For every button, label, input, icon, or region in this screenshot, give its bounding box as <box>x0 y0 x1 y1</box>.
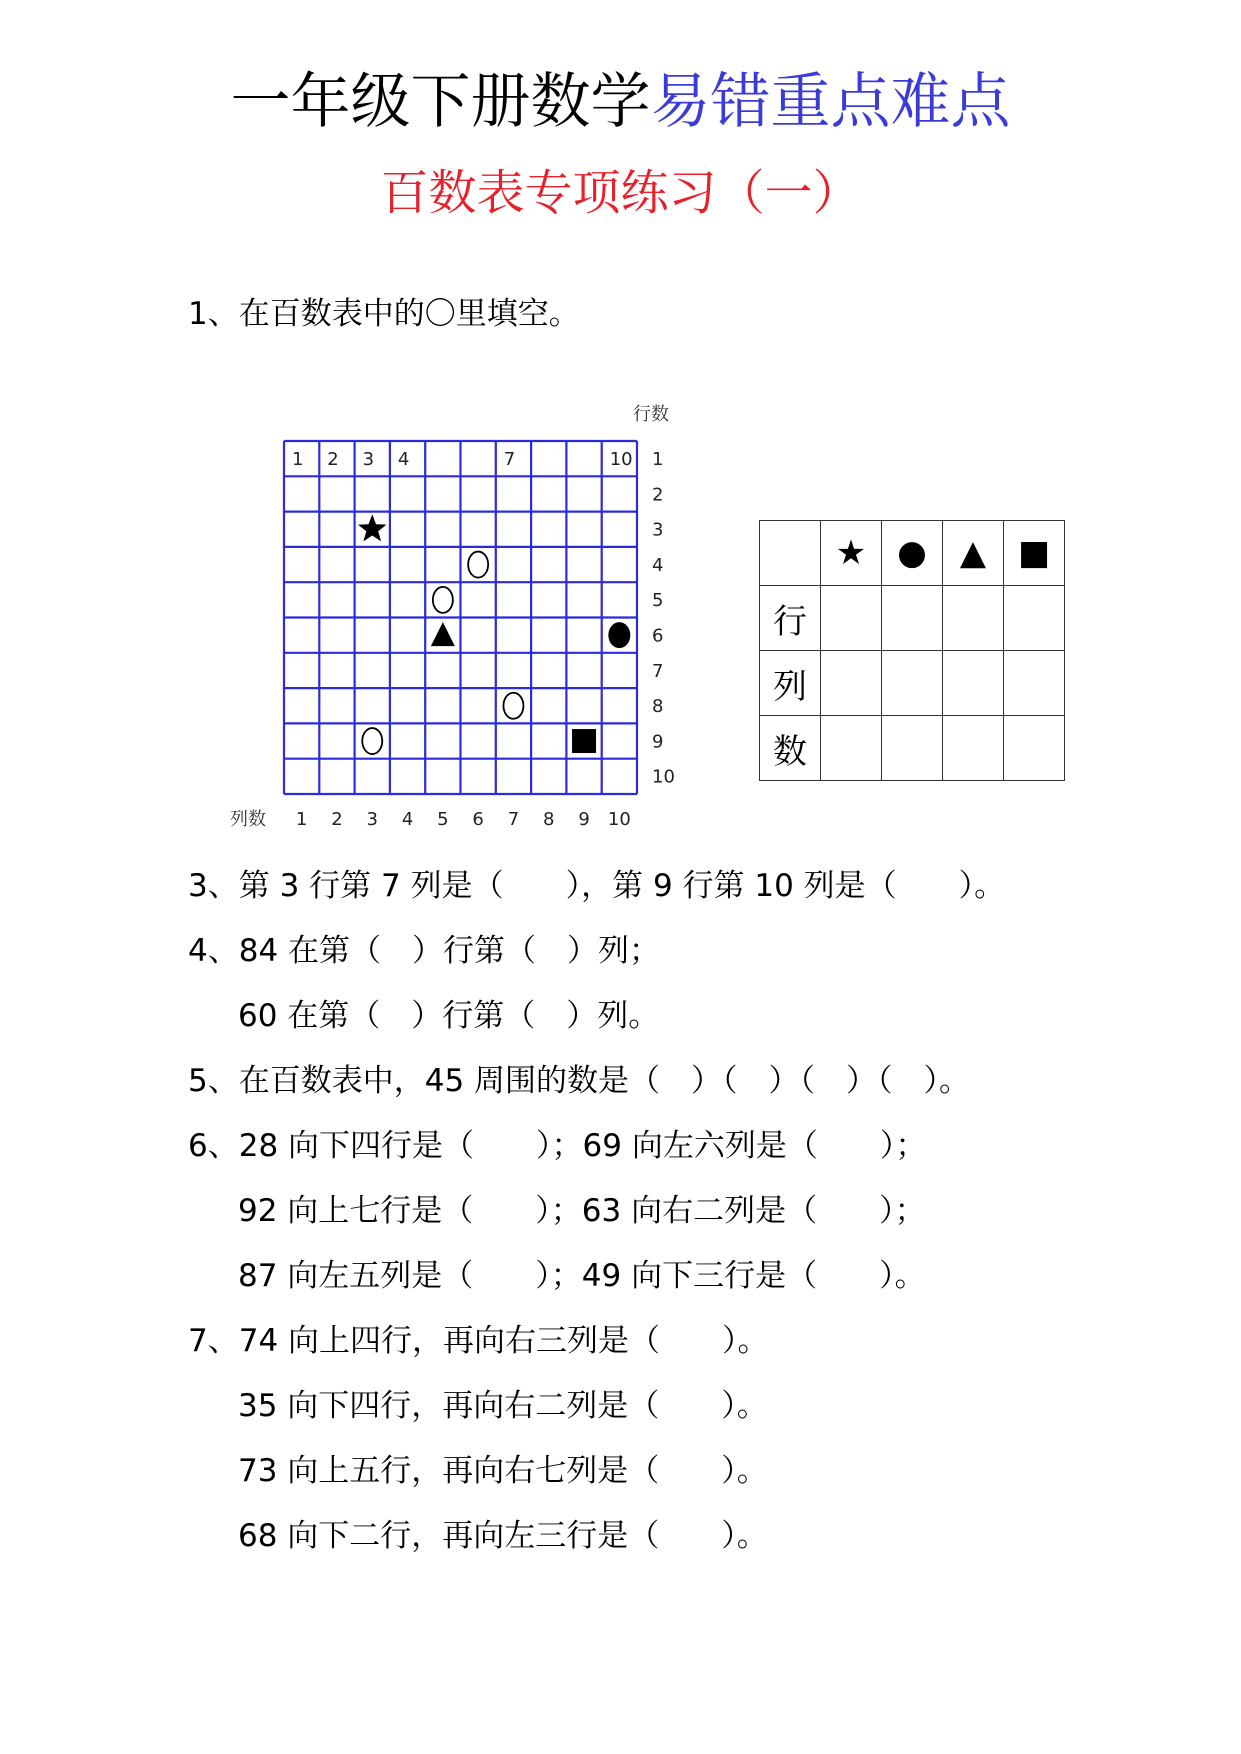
triangle-icon: ▲ <box>943 521 1004 586</box>
row-number-label: 6 <box>652 625 664 647</box>
column-number-label: 4 <box>401 809 414 830</box>
answer-cell[interactable] <box>821 586 882 651</box>
grid-top-label: 2 <box>327 449 339 470</box>
column-number-label: 1 <box>295 809 308 830</box>
star-icon <box>358 514 387 541</box>
oval-icon <box>433 587 453 613</box>
rows-axis-label: 行数 <box>633 404 669 425</box>
column-number-label: 3 <box>366 809 378 830</box>
filled-circle-icon: ● <box>882 521 943 586</box>
question-5: 5、在百数表中，45 周围的数是（ ）（ ）（ ）（ ）。 <box>188 1063 971 1099</box>
answer-table-header-row <box>760 521 1065 586</box>
grid-top-label: 1 <box>292 449 304 470</box>
title-highlight: 易错重点难点 <box>650 67 1011 137</box>
column-number-label: 6 <box>472 809 484 830</box>
row-number-label: 1 <box>652 449 664 470</box>
row-number-label: 3 <box>652 519 664 541</box>
row-number-label: 7 <box>652 660 664 682</box>
answer-cell[interactable] <box>1004 651 1065 716</box>
column-number-label: 10 <box>607 809 631 830</box>
row-number-label: 9 <box>652 731 664 753</box>
row-label-hang: 行 <box>760 586 821 651</box>
filled-square-icon <box>572 729 596 753</box>
answer-table-corner-cell <box>760 521 821 586</box>
oval-icon <box>468 552 488 578</box>
row-number-label: 4 <box>652 554 664 576</box>
row-number-label: 2 <box>652 484 664 506</box>
answer-cell[interactable] <box>821 716 882 781</box>
answer-cell[interactable] <box>943 586 1004 651</box>
question-4a: 4、84 在第（ ）行第（ ）列； <box>188 933 661 969</box>
answer-table-row <box>760 651 1065 716</box>
question-6a: 6、28 向下四行是（ ）；69 向左六列是（ ）； <box>188 1128 927 1164</box>
grid-top-label: 10 <box>609 449 633 470</box>
grid-top-label: 3 <box>362 449 375 470</box>
triangle-icon <box>431 622 455 646</box>
filled-square-icon: ■ <box>1004 521 1065 586</box>
answer-table-row <box>760 716 1065 781</box>
column-number-label: 5 <box>437 809 449 830</box>
answer-cell[interactable] <box>882 716 943 781</box>
star-icon: ★ <box>821 521 882 586</box>
title-main: 一年级下册数学 <box>230 67 651 137</box>
column-number-label: 8 <box>543 809 555 830</box>
row-label-shu: 数 <box>760 716 821 781</box>
grid-top-label: 4 <box>397 449 410 470</box>
row-number-label: 10 <box>652 766 675 788</box>
answer-cell[interactable] <box>943 651 1004 716</box>
answer-cell[interactable] <box>882 586 943 651</box>
row-number-label: 5 <box>652 590 664 612</box>
answer-cell[interactable] <box>882 651 943 716</box>
columns-axis-label: 列数 <box>230 809 266 830</box>
answer-table-row <box>760 586 1065 651</box>
answer-table <box>759 520 1065 781</box>
question-1: 1、在百数表中的〇里填空。 <box>188 296 580 332</box>
page-subtitle: 百数表专项练习（一） <box>380 165 861 221</box>
column-number-label: 9 <box>578 809 590 830</box>
answer-cell[interactable] <box>1004 716 1065 781</box>
question-6b: 92 向上七行是（ ）；63 向右二列是（ ）； <box>238 1193 926 1229</box>
grid-top-label: 7 <box>503 449 516 470</box>
row-label-lie: 列 <box>760 651 821 716</box>
answer-cell[interactable] <box>943 716 1004 781</box>
column-number-label: 2 <box>331 809 343 830</box>
question-7a: 7、74 向上四行，再向右三列是（ ）。 <box>188 1323 769 1359</box>
filled-circle-icon <box>608 622 630 648</box>
question-7b: 35 向下四行，再向右二列是（ ）。 <box>238 1388 768 1424</box>
question-6c: 87 向左五列是（ ）；49 向下三行是（ ）。 <box>238 1258 926 1294</box>
question-7c: 73 向上五行，再向右七列是（ ）。 <box>238 1453 768 1489</box>
answer-cell[interactable] <box>1004 586 1065 651</box>
oval-icon <box>503 693 523 719</box>
question-3: 3、第 3 行第 7 列是（ ），第 9 行第 10 列是（ ）。 <box>188 868 1006 904</box>
question-4b: 60 在第（ ）行第（ ）列。 <box>238 998 660 1034</box>
question-7d: 68 向下二行，再向左三行是（ ）。 <box>238 1518 768 1554</box>
answer-cell[interactable] <box>821 651 882 716</box>
oval-icon <box>362 728 382 754</box>
row-number-label: 8 <box>652 696 664 718</box>
column-number-label: 7 <box>507 809 520 830</box>
